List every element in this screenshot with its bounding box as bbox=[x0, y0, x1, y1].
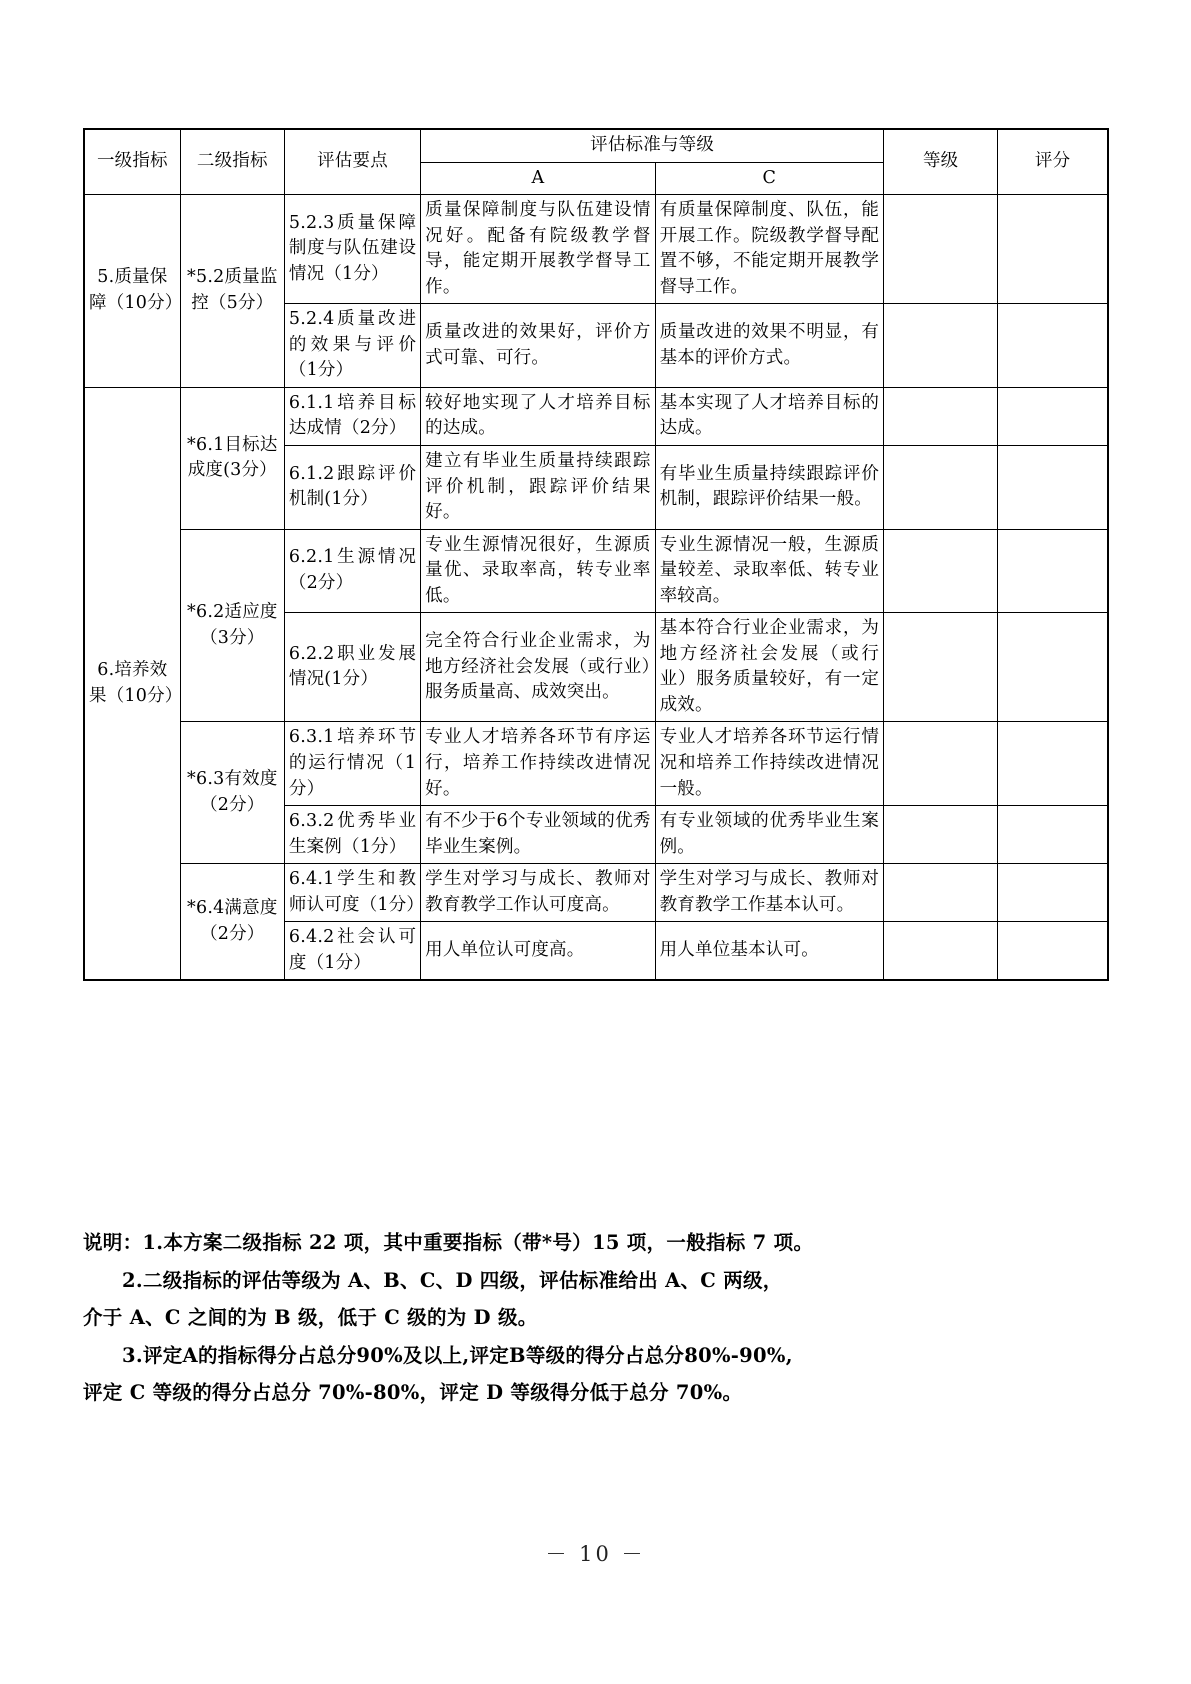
cell-score-input[interactable] bbox=[998, 304, 1108, 388]
cell-criteria-a: 专业生源情况很好，生源质量优、录取率高，转专业率低。 bbox=[421, 529, 655, 613]
cell-score-input[interactable] bbox=[998, 529, 1108, 613]
cell-grade-input[interactable] bbox=[884, 195, 998, 304]
cell-criteria-c: 基本符合行业企业需求，为地方经济社会发展（或行业）服务质量较好，有一定成效。 bbox=[655, 613, 883, 722]
cell-evaluation-point: 5.2.4质量改进的效果与评价（1分） bbox=[284, 304, 420, 388]
header-level1: 一级指标 bbox=[84, 129, 180, 195]
cell-criteria-c: 质量改进的效果不明显，有基本的评价方式。 bbox=[655, 304, 883, 388]
cell-grade-input[interactable] bbox=[884, 806, 998, 864]
cell-criteria-a: 质量改进的效果好，评价方式可靠、可行。 bbox=[421, 304, 655, 388]
cell-grade-input[interactable] bbox=[884, 304, 998, 388]
cell-evaluation-point: 6.3.2优秀毕业生案例（1分） bbox=[284, 806, 420, 864]
header-grade-a: A bbox=[421, 162, 655, 195]
cell-criteria-a: 较好地实现了人才培养目标的达成。 bbox=[421, 387, 655, 445]
note-line-1: 说明：1.本方案二级指标 22 项，其中重要指标（带*号）15 项，一般指标 7 项。 bbox=[83, 1231, 814, 1254]
cell-criteria-a: 质量保障制度与队伍建设情况好。配备有院级教学督导，能定期开展教学督导工作。 bbox=[421, 195, 655, 304]
cell-score-input[interactable] bbox=[998, 195, 1108, 304]
table-body bbox=[84, 195, 1108, 981]
cell-evaluation-point: 6.1.1培养目标达成情（2分） bbox=[284, 387, 420, 445]
table-row bbox=[84, 387, 1108, 445]
notes-section bbox=[83, 1226, 1109, 1414]
header-score: 评分 bbox=[998, 129, 1108, 195]
header-point: 评估要点 bbox=[284, 129, 420, 195]
header-grade: 等级 bbox=[884, 129, 998, 195]
cell-grade-input[interactable] bbox=[884, 613, 998, 722]
cell-level1-indicator: 6.培养效果（10分） bbox=[84, 387, 180, 980]
cell-level2-indicator: *6.4满意度（2分） bbox=[180, 864, 284, 981]
cell-criteria-c: 学生对学习与成长、教师对教育教学工作基本认可。 bbox=[655, 864, 883, 922]
page-number: － 10 － bbox=[545, 1542, 646, 1566]
cell-score-input[interactable] bbox=[998, 613, 1108, 722]
cell-criteria-c: 有质量保障制度、队伍，能开展工作。院级教学督导配置不够，不能定期开展教学督导工作。 bbox=[655, 195, 883, 304]
note-line-3: 介于 A、C 之间的为 B 级，低于 C 级的为 D 级。 bbox=[83, 1306, 538, 1330]
evaluation-table-container bbox=[83, 128, 1109, 981]
cell-grade-input[interactable] bbox=[884, 387, 998, 445]
cell-criteria-c: 基本实现了人才培养目标的达成。 bbox=[655, 387, 883, 445]
header-level2: 二级指标 bbox=[180, 129, 284, 195]
cell-level2-indicator: *6.3有效度（2分） bbox=[180, 722, 284, 864]
cell-evaluation-point: 6.2.2职业发展情况(1分） bbox=[284, 613, 420, 722]
cell-grade-input[interactable] bbox=[884, 922, 998, 981]
cell-level2-indicator: *5.2质量监控（5分） bbox=[180, 195, 284, 388]
cell-criteria-a: 专业人才培养各环节有序运行，培养工作持续改进情况好。 bbox=[421, 722, 655, 806]
table-header-row-1 bbox=[84, 129, 1108, 162]
cell-evaluation-point: 6.1.2跟踪评价机制(1分） bbox=[284, 446, 420, 530]
cell-criteria-a: 学生对学习与成长、教师对教育教学工作认可度高。 bbox=[421, 864, 655, 922]
cell-score-input[interactable] bbox=[998, 864, 1108, 922]
cell-evaluation-point: 6.2.1生源情况（2分） bbox=[284, 529, 420, 613]
cell-criteria-c: 专业人才培养各环节运行情况和培养工作持续改进情况一般。 bbox=[655, 722, 883, 806]
cell-criteria-c: 专业生源情况一般，生源质量较差、录取率低、转专业率较高。 bbox=[655, 529, 883, 613]
cell-score-input[interactable] bbox=[998, 922, 1108, 981]
cell-criteria-a: 有不少于6个专业领域的优秀毕业生案例。 bbox=[421, 806, 655, 864]
table-row bbox=[84, 864, 1108, 922]
cell-criteria-a: 用人单位认可度高。 bbox=[421, 922, 655, 981]
note-line-2: 2.二级指标的评估等级为 A、B、C、D 四级，评估标准给出 A、C 两级， bbox=[122, 1268, 783, 1292]
table-row bbox=[84, 529, 1108, 613]
header-criteria-group: 评估标准与等级 bbox=[421, 129, 884, 162]
cell-grade-input[interactable] bbox=[884, 529, 998, 613]
header-grade-c: C bbox=[655, 162, 883, 195]
cell-evaluation-point: 6.4.1学生和教师认可度（1分） bbox=[284, 864, 420, 922]
table-header bbox=[84, 129, 1108, 195]
cell-score-input[interactable] bbox=[998, 722, 1108, 806]
cell-grade-input[interactable] bbox=[884, 722, 998, 806]
cell-score-input[interactable] bbox=[998, 446, 1108, 530]
cell-evaluation-point: 6.4.2社会认可度（1分） bbox=[284, 922, 420, 981]
cell-grade-input[interactable] bbox=[884, 864, 998, 922]
cell-score-input[interactable] bbox=[998, 806, 1108, 864]
cell-criteria-c: 有专业领域的优秀毕业生案例。 bbox=[655, 806, 883, 864]
cell-evaluation-point: 5.2.3质量保障制度与队伍建设情况（1分） bbox=[284, 195, 420, 304]
cell-evaluation-point: 6.3.1培养环节的运行情况（1分） bbox=[284, 722, 420, 806]
cell-criteria-a: 建立有毕业生质量持续跟踪评价机制，跟踪评价结果好。 bbox=[421, 446, 655, 530]
cell-grade-input[interactable] bbox=[884, 446, 998, 530]
table-row bbox=[84, 722, 1108, 806]
cell-level1-indicator: 5.质量保障（10分） bbox=[84, 195, 180, 388]
evaluation-criteria-table bbox=[83, 128, 1109, 981]
cell-level2-indicator: *6.2适应度（3分） bbox=[180, 529, 284, 722]
cell-criteria-c: 有毕业生质量持续跟踪评价机制，跟踪评价结果一般。 bbox=[655, 446, 883, 530]
note-line-5: 评定 C 等级的得分占总分 70%-80%，评定 D 等级得分低于总分 70%。 bbox=[83, 1381, 743, 1405]
cell-criteria-c: 用人单位基本认可。 bbox=[655, 922, 883, 981]
cell-score-input[interactable] bbox=[998, 387, 1108, 445]
table-row bbox=[84, 195, 1108, 304]
cell-criteria-a: 完全符合行业企业需求，为地方经济社会发展（或行业）服务质量高、成效突出。 bbox=[421, 613, 655, 722]
note-line-4: 3.评定A的指标得分占总分90%及以上,评定B等级的得分占总分80%-90%, bbox=[122, 1343, 793, 1367]
cell-level2-indicator: *6.1目标达成度(3分） bbox=[180, 387, 284, 529]
